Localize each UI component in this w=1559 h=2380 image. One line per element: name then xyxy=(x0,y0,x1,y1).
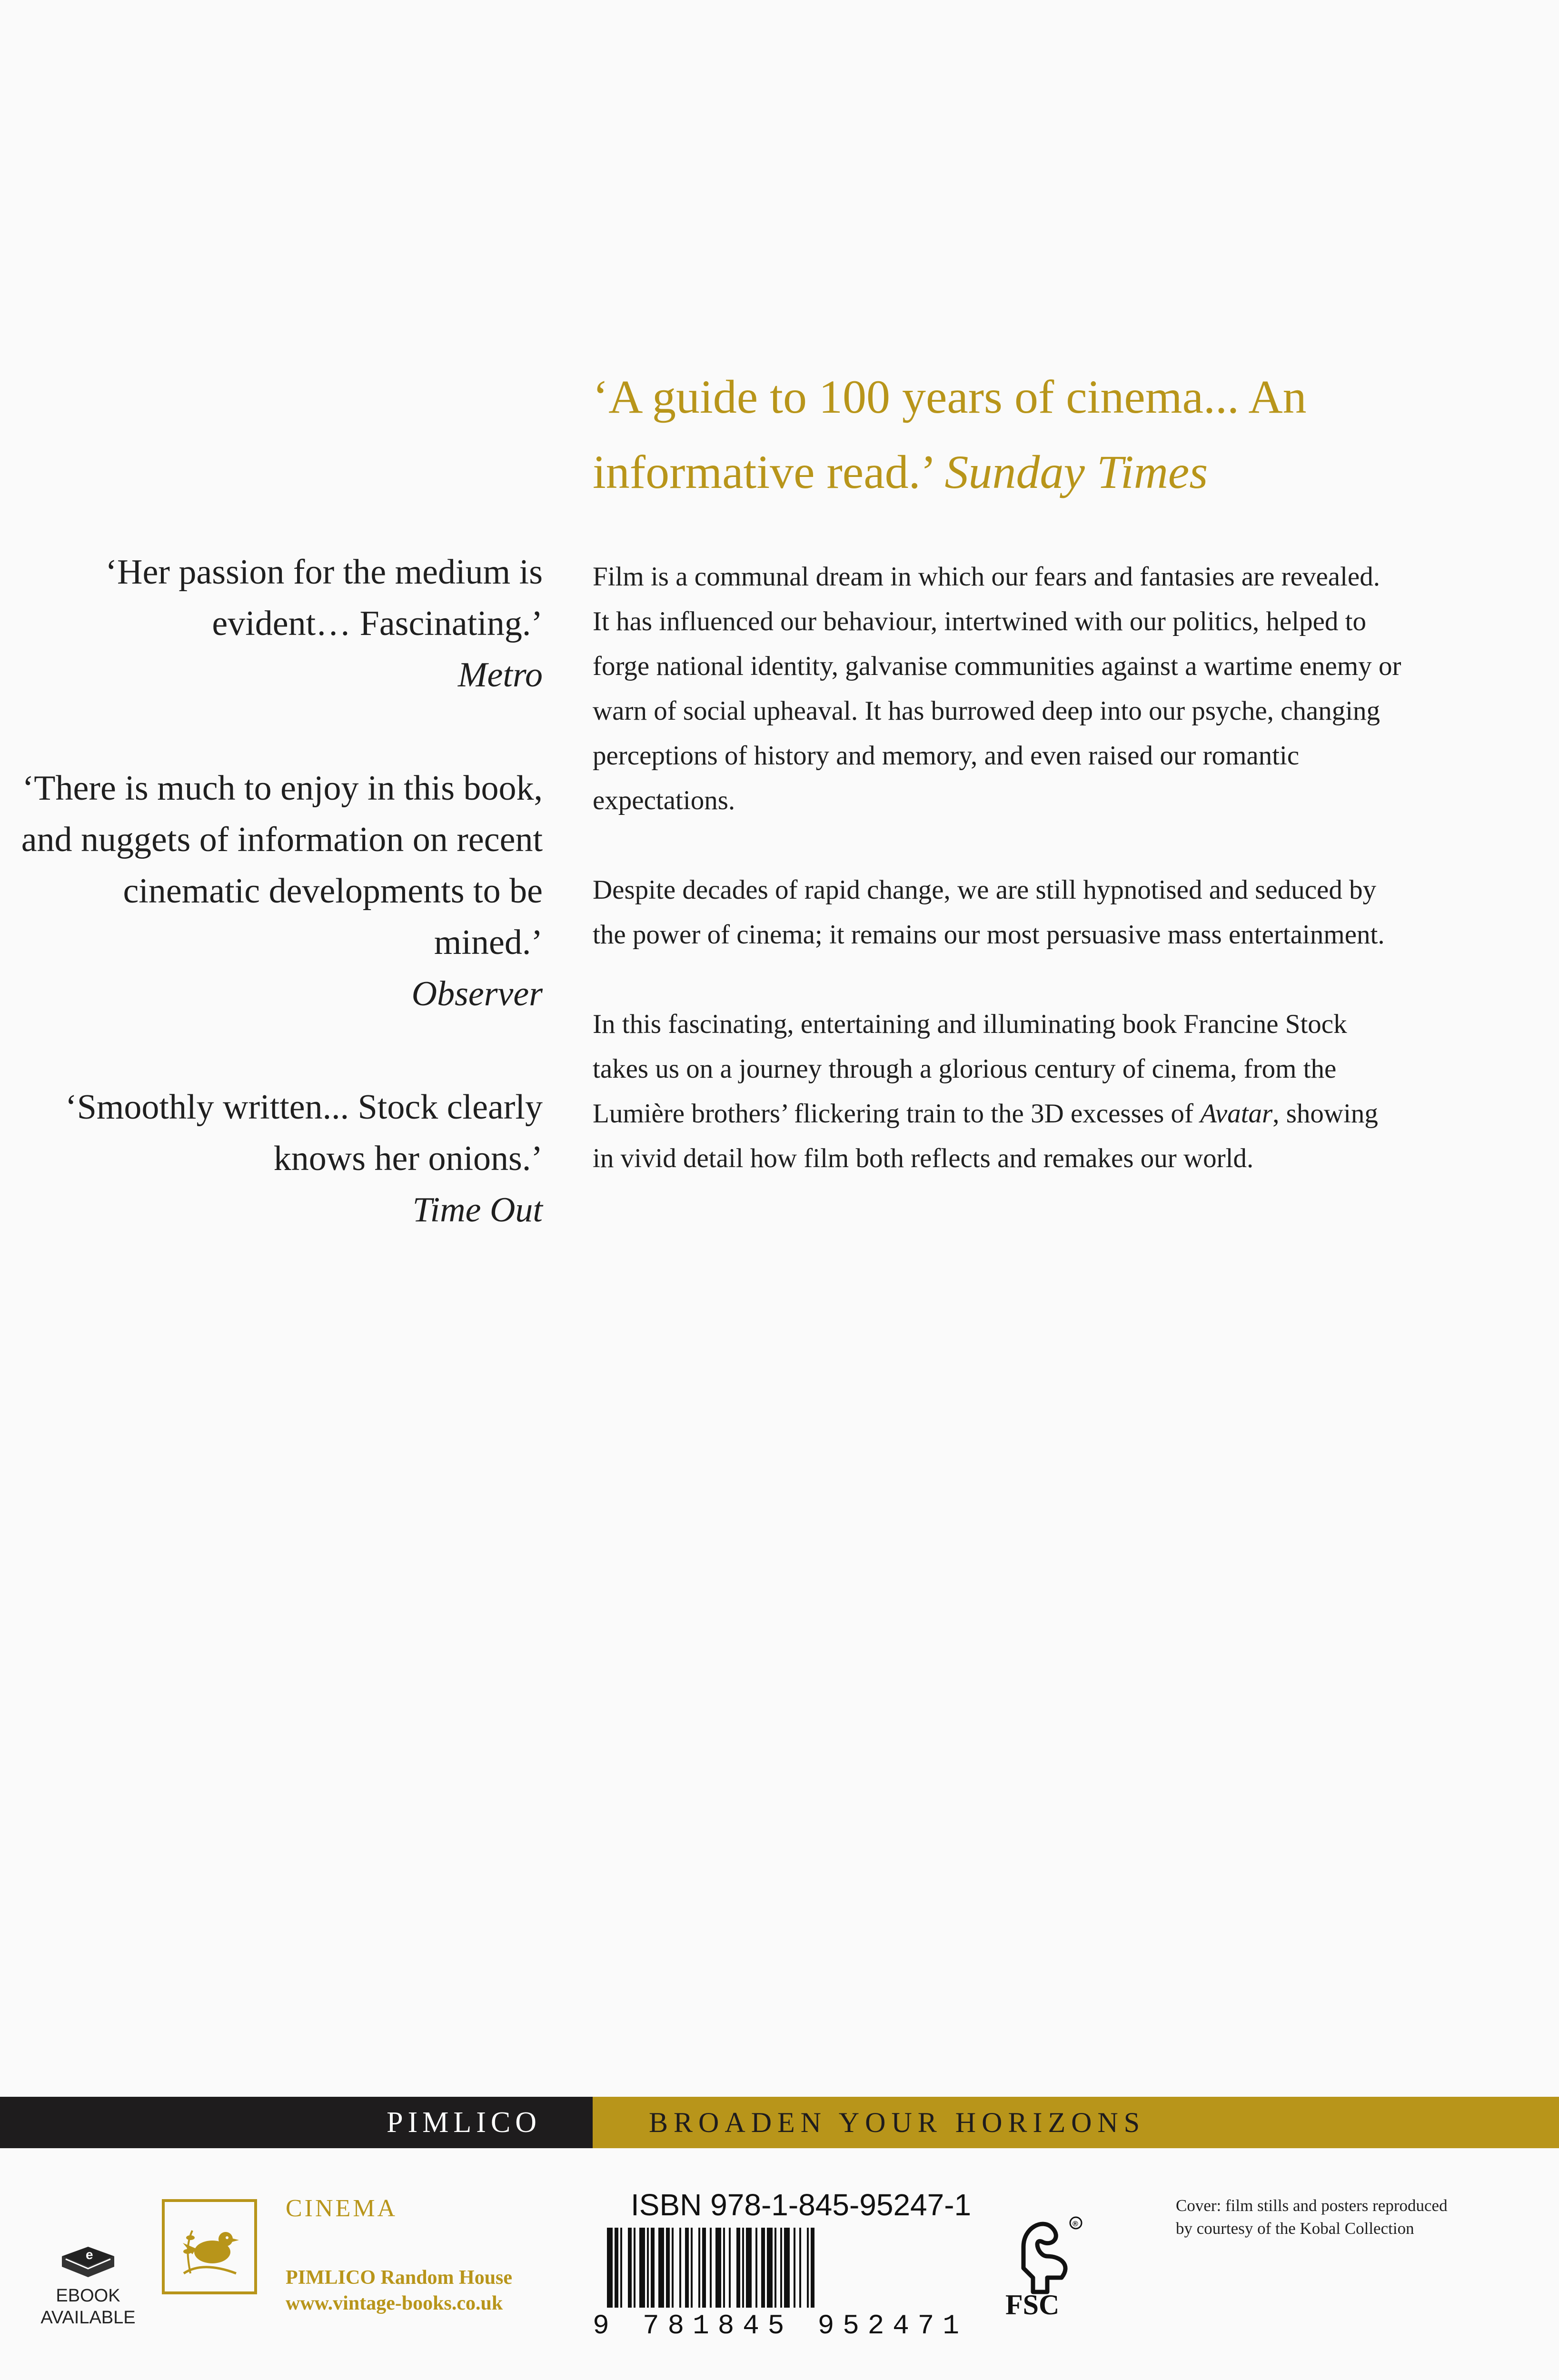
barcode-bar xyxy=(807,2228,809,2308)
imprint-band-gold xyxy=(593,2097,1559,2148)
barcode-bar xyxy=(736,2228,740,2308)
pimlico-crest xyxy=(162,2199,257,2294)
barcode-bar xyxy=(679,2228,681,2308)
barcode-bar xyxy=(685,2228,689,2308)
barcode-bar xyxy=(784,2228,790,2308)
blurb-p3-end: , showing in vivid detail how film both reflects and remakes our world. xyxy=(593,1099,1378,1173)
blurb-p3-start: In this fascinating, entertaining and illuminating book Francine Stock takes us on a journey through a glorious century of cinema, from the Lumière brothers’ flickering train to the 3D excesses of xyxy=(593,1009,1347,1129)
barcode-bar xyxy=(767,2228,773,2308)
ebook-icon xyxy=(57,2237,119,2280)
review-observer xyxy=(19,763,543,1020)
blurb-paragraph-2: Despite decades of rapid change, we are still hypnotised and seduced by the power of cinema; it remains our most persuasive mass entertainment. xyxy=(593,875,1385,950)
imprint-tagline: BROADEN YOUR HORIZONS xyxy=(649,2106,1146,2138)
barcode-bar xyxy=(710,2228,712,2308)
barcode-bar xyxy=(698,2228,700,2308)
pimlico-bird-crest-icon xyxy=(165,2202,254,2291)
barcode-bar xyxy=(651,2228,655,2308)
barcode-bar xyxy=(811,2228,814,2308)
blurb xyxy=(593,555,1402,1226)
review-source: Observer xyxy=(411,974,543,1013)
review-source: Time Out xyxy=(412,1190,543,1230)
review-quote: ‘There is much to enjoy in this book, and nuggets of information on recent cinematic developments to be mined.’ xyxy=(21,769,543,962)
lead-quote-text: ‘A guide to 100 years of cinema... An informative read.’ xyxy=(593,370,1307,498)
review-quote: ‘Her passion for the medium is evident… Fascinating.’ xyxy=(105,553,543,643)
isbn: ISBN 978-1-845-95247-1 xyxy=(631,2188,972,2222)
fsc-registered-mark: ® xyxy=(1072,2220,1078,2228)
barcode-bar xyxy=(634,2228,636,2308)
barcode-bar xyxy=(715,2228,721,2308)
review-quote: ‘Smoothly written... Stock clearly knows her onions.’ xyxy=(65,1088,543,1178)
barcode-bar xyxy=(729,2228,731,2308)
review-metro xyxy=(19,546,543,701)
ebook-label-line2: AVAILABLE xyxy=(40,2308,136,2328)
barcode-bar xyxy=(702,2228,706,2308)
barcode-bar xyxy=(620,2228,622,2308)
review-source: Metro xyxy=(457,655,543,694)
barcode-bar xyxy=(723,2228,725,2308)
barcode-bar xyxy=(742,2228,744,2308)
imprint-band xyxy=(0,2097,1559,2148)
svg-text:e: e xyxy=(86,2247,93,2262)
barcode-bar xyxy=(794,2228,795,2308)
cover-credit: Cover: film stills and posters reproduced by courtesy of the Kobal Collection xyxy=(1176,2196,1448,2238)
fsc-label: FSC xyxy=(1005,2289,1060,2318)
blurb-paragraph-1: Film is a communal dream in which our fears and fantasies are revealed. It has influenced our behaviour, intertwined with our politics, helped to forge national identity, galvanise communities against a wartime enemy or warn of social upheaval. It has burrowed deep into our psyche, changing perceptions of history and memory, and even raised our romantic expectations. xyxy=(593,562,1401,815)
barcode-bar xyxy=(615,2228,618,2308)
blurb-paragraph-3 xyxy=(593,1002,1402,1181)
lead-quote-source: Sunday Times xyxy=(944,446,1208,498)
imprint-band-dark xyxy=(0,2097,593,2148)
ebook-label-line1: EBOOK xyxy=(56,2286,120,2306)
blurb-p3-film-title: Avatar xyxy=(1200,1099,1273,1129)
barcode-bar xyxy=(799,2228,801,2308)
publisher-info xyxy=(286,2265,512,2316)
ebook-badge xyxy=(38,2237,138,2329)
lead-quote xyxy=(593,359,1450,510)
barcode-bar xyxy=(755,2228,757,2308)
barcode-bar xyxy=(775,2228,776,2308)
category-label: CINEMA xyxy=(286,2195,398,2222)
barcode-bar xyxy=(628,2228,632,2308)
barcode-bars xyxy=(607,2228,814,2308)
barcode-bar xyxy=(607,2228,613,2308)
barcode-digits: 9 781845 952471 xyxy=(593,2311,959,2337)
publisher-website: www.vintage-books.co.uk xyxy=(286,2292,503,2314)
barcode-icon xyxy=(593,2228,959,2337)
barcode-bar xyxy=(666,2228,670,2308)
fsc-tree-logo-icon xyxy=(995,2209,1090,2318)
barcode-bar xyxy=(746,2228,752,2308)
imprint-name: PIMLICO xyxy=(387,2106,541,2139)
barcode-bar xyxy=(691,2228,693,2308)
barcode-bar xyxy=(647,2228,649,2308)
review-time-out xyxy=(19,1081,543,1236)
barcode-bar xyxy=(761,2228,765,2308)
barcode-bar xyxy=(658,2228,664,2308)
barcode-bar xyxy=(780,2228,782,2308)
publisher-name: PIMLICO Random House xyxy=(286,2267,513,2289)
barcode-bar xyxy=(672,2228,674,2308)
review-column xyxy=(19,546,543,1298)
barcode-bar xyxy=(639,2228,645,2308)
